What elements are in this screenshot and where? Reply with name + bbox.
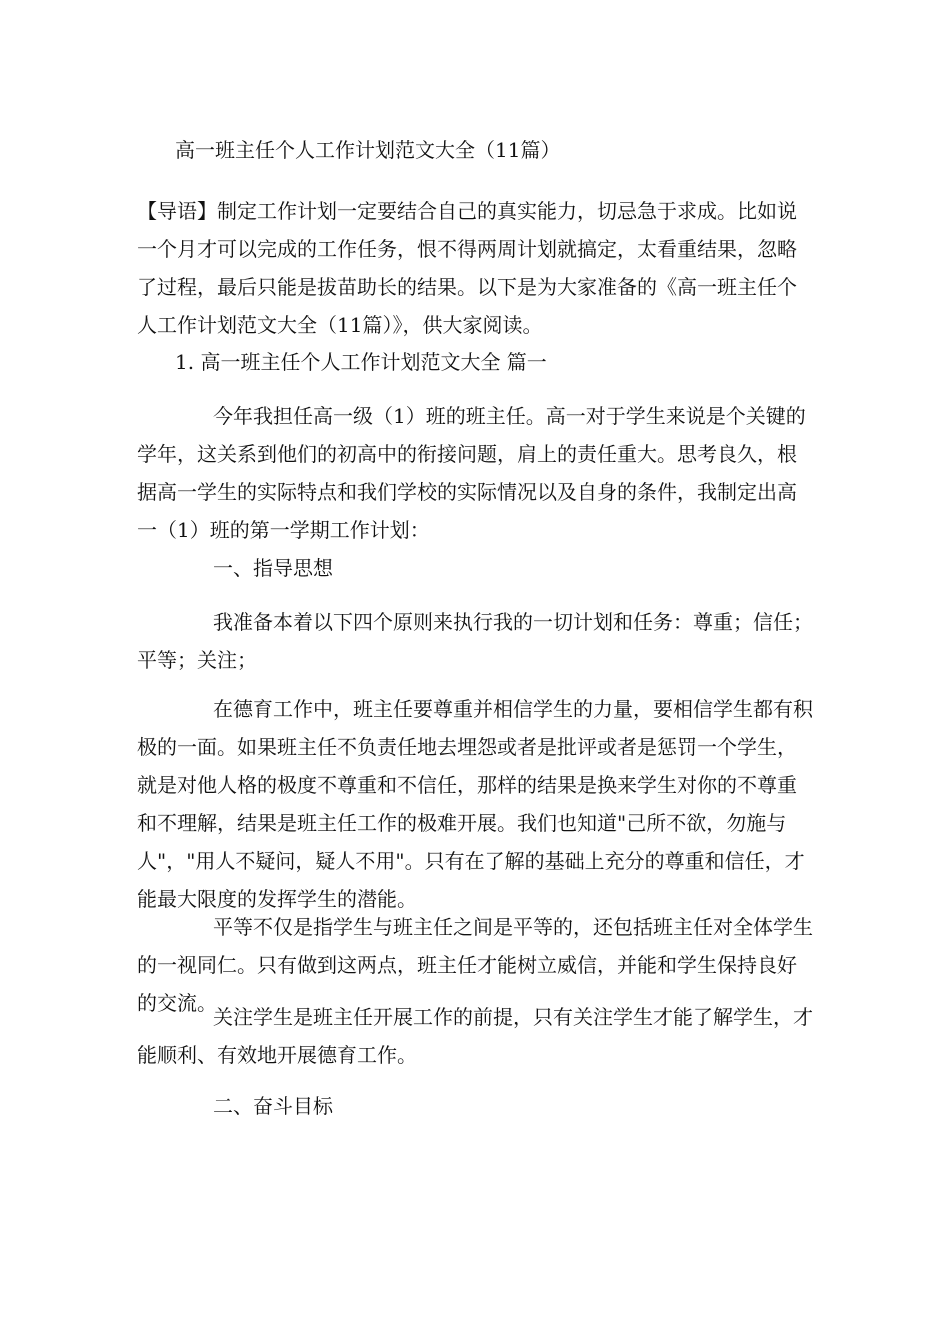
- paragraph-2: 我准备本着以下四个原则来执行我的一切计划和任务：尊重；信任；平等；关注；: [137, 610, 813, 672]
- subheading-guiding-thought: 一、指导思想: [213, 556, 333, 580]
- paragraph-5: 关注学生是班主任开展工作的前提，只有关注学生才能了解学生，才能顺利、有效地开展德育工作。: [137, 1005, 813, 1067]
- subheading-goals: 二、奋斗目标: [213, 1094, 333, 1118]
- paragraph-3: 在德育工作中，班主任要尊重并相信学生的力量，要相信学生都有积极的一面。如果班主任不负责任地去埋怨或者是批评或者是惩罚一个学生，就是对他人格的极度不尊重和不信任，那样的结果是换来学生对你的不尊重和不理解，结果是班主任工作的极难开展。我们也知道"己所不欲，勿施与人"，"用人不疑问，疑人不用"。只有在了解的基础上充分的尊重和信任，才能最大限度的发挥学生的潜能。: [137, 697, 813, 911]
- intro-paragraph: 【导语】制定工作计划一定要结合自己的真实能力，切忌急于求成。比如说一个月才可以完成的工作任务，恨不得两周计划就搞定，太看重结果，忽略了过程，最后只能是拔苗助长的结果。以下是为大家准备的《高一班主任个人工作计划范文大全（11篇）》，供大家阅读。: [137, 199, 797, 337]
- paragraph-1: 今年我担任高一级（1）班的班主任。高一对于学生来说是个关键的学年，这关系到他们的初高中的衔接问题，肩上的责任重大。思考良久，根据高一学生的实际特点和我们学校的实际情况以及自身的条件，我制定出高一（1）班的第一学期工作计划：: [137, 404, 806, 542]
- paragraph-4: 平等不仅是指学生与班主任之间是平等的，还包括班主任对全体学生的一视同仁。只有做到这两点，班主任才能树立威信，并能和学生保持良好的交流。: [137, 915, 813, 1015]
- section-heading-1: 1. 高一班主任个人工作计划范文大全 篇一: [175, 350, 547, 374]
- document-title: 高一班主任个人工作计划范文大全（11篇）: [175, 138, 561, 162]
